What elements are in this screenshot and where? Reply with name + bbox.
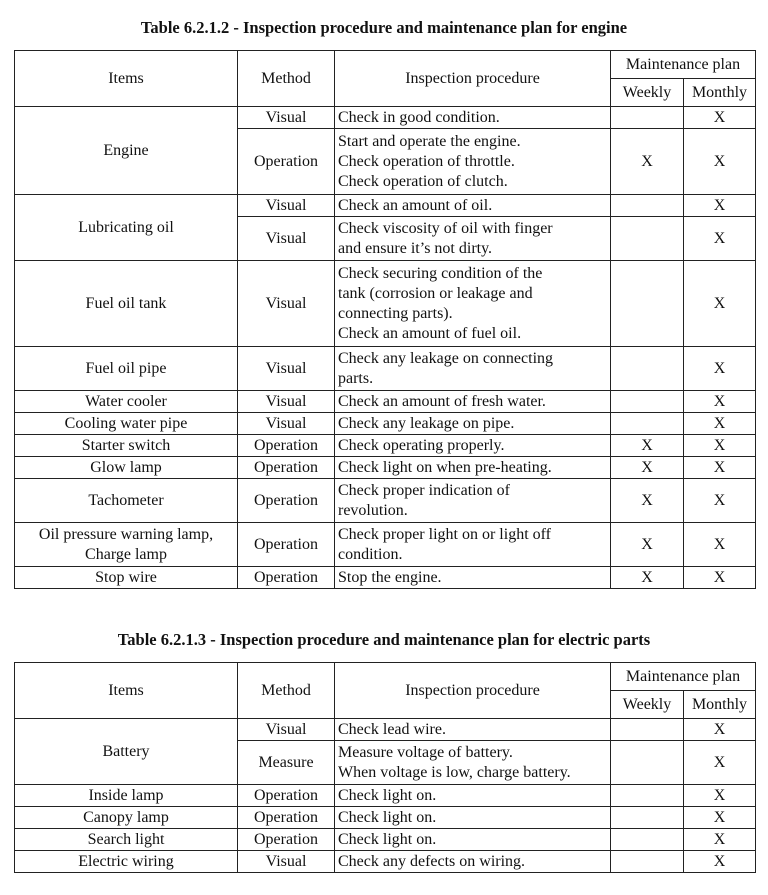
method-cell: Operation (238, 129, 335, 195)
table-row (15, 457, 756, 479)
table-row (15, 195, 756, 217)
table-row (15, 347, 756, 391)
engine-table-body (15, 107, 756, 589)
inspection-procedure-cell: Check proper indication of revolution. (335, 479, 611, 523)
inspection-procedure-cell: Check in good condition. (335, 107, 611, 129)
inspection-procedure-cell: Check securing condition of the tank (corrosion or leakage and connecting parts). Check an amount of fuel oil. (335, 261, 611, 347)
weekly-mark (611, 413, 684, 435)
table-row (15, 391, 756, 413)
method-cell: Visual (238, 261, 335, 347)
weekly-mark (611, 741, 684, 785)
weekly-mark (611, 829, 684, 851)
weekly-mark: X (611, 129, 684, 195)
monthly-mark: X (684, 261, 756, 347)
inspection-procedure-cell: Check light on. (335, 829, 611, 851)
table-row (15, 107, 756, 129)
header-method: Method (238, 51, 335, 107)
monthly-mark: X (684, 719, 756, 741)
method-cell: Visual (238, 851, 335, 873)
table-row (15, 785, 756, 807)
monthly-mark: X (684, 851, 756, 873)
weekly-mark (611, 719, 684, 741)
item-cell: Canopy lamp (15, 807, 238, 829)
method-cell: Operation (238, 457, 335, 479)
inspection-procedure-cell: Check an amount of fresh water. (335, 391, 611, 413)
inspection-procedure-cell: Check any defects on wiring. (335, 851, 611, 873)
table-row (15, 261, 756, 347)
monthly-mark: X (684, 457, 756, 479)
electric-table-body (15, 719, 756, 873)
inspection-procedure-cell: Check light on when pre-heating. (335, 457, 611, 479)
item-cell: Fuel oil tank (15, 261, 238, 347)
monthly-mark: X (684, 435, 756, 457)
weekly-mark (611, 107, 684, 129)
method-cell: Operation (238, 829, 335, 851)
weekly-mark (611, 391, 684, 413)
inspection-procedure-cell: Stop the engine. (335, 567, 611, 589)
inspection-procedure-cell: Start and operate the engine. Check operation of throttle. Check operation of clutch. (335, 129, 611, 195)
monthly-mark: X (684, 107, 756, 129)
inspection-procedure-cell: Check light on. (335, 785, 611, 807)
item-cell: Inside lamp (15, 785, 238, 807)
table-row (15, 567, 756, 589)
method-cell: Operation (238, 785, 335, 807)
method-cell: Visual (238, 195, 335, 217)
weekly-mark: X (611, 567, 684, 589)
weekly-mark (611, 347, 684, 391)
monthly-mark: X (684, 129, 756, 195)
engine-inspection-table (14, 50, 756, 589)
monthly-mark: X (684, 807, 756, 829)
item-cell: Battery (15, 719, 238, 785)
header-maintenance-plan: Maintenance plan (611, 51, 756, 79)
item-cell: Cooling water pipe (15, 413, 238, 435)
monthly-mark: X (684, 829, 756, 851)
inspection-procedure-cell: Measure voltage of battery. When voltage is low, charge battery. (335, 741, 611, 785)
monthly-mark: X (684, 347, 756, 391)
item-cell: Search light (15, 829, 238, 851)
weekly-mark: X (611, 523, 684, 567)
monthly-mark: X (684, 785, 756, 807)
item-cell: Electric wiring (15, 851, 238, 873)
monthly-mark: X (684, 479, 756, 523)
method-cell: Visual (238, 107, 335, 129)
header-items: Items (15, 663, 238, 719)
header-weekly: Weekly (611, 691, 684, 719)
inspection-procedure-cell: Check operating properly. (335, 435, 611, 457)
item-cell: Engine (15, 107, 238, 195)
table-row (15, 413, 756, 435)
method-cell: Operation (238, 567, 335, 589)
method-cell: Operation (238, 479, 335, 523)
monthly-mark: X (684, 413, 756, 435)
method-cell: Operation (238, 435, 335, 457)
table-row (15, 719, 756, 741)
inspection-procedure-cell: Check an amount of oil. (335, 195, 611, 217)
item-cell: Water cooler (15, 391, 238, 413)
header-monthly: Monthly (684, 79, 756, 107)
inspection-procedure-cell: Check proper light on or light off condition. (335, 523, 611, 567)
monthly-mark: X (684, 741, 756, 785)
item-cell: Starter switch (15, 435, 238, 457)
inspection-procedure-cell: Check lead wire. (335, 719, 611, 741)
method-cell: Visual (238, 413, 335, 435)
method-cell: Operation (238, 807, 335, 829)
method-cell: Visual (238, 347, 335, 391)
weekly-mark (611, 785, 684, 807)
header-method: Method (238, 663, 335, 719)
method-cell: Visual (238, 391, 335, 413)
item-cell: Glow lamp (15, 457, 238, 479)
header-maintenance-plan: Maintenance plan (611, 663, 756, 691)
header-inspection-procedure: Inspection procedure (335, 51, 611, 107)
method-cell: Visual (238, 719, 335, 741)
inspection-procedure-cell: Check light on. (335, 807, 611, 829)
table-row (15, 523, 756, 567)
table-row (15, 851, 756, 873)
weekly-mark (611, 217, 684, 261)
header-inspection-procedure: Inspection procedure (335, 663, 611, 719)
table-row (15, 829, 756, 851)
monthly-mark: X (684, 523, 756, 567)
header-items: Items (15, 51, 238, 107)
weekly-mark (611, 851, 684, 873)
item-cell: Tachometer (15, 479, 238, 523)
method-cell: Operation (238, 523, 335, 567)
weekly-mark: X (611, 435, 684, 457)
monthly-mark: X (684, 567, 756, 589)
item-cell: Oil pressure warning lamp, Charge lamp (15, 523, 238, 567)
table-row (15, 435, 756, 457)
electric-parts-inspection-table (14, 662, 756, 873)
inspection-procedure-cell: Check viscosity of oil with finger and ensure it’s not dirty. (335, 217, 611, 261)
weekly-mark (611, 261, 684, 347)
item-cell: Fuel oil pipe (15, 347, 238, 391)
inspection-procedure-cell: Check any leakage on connecting parts. (335, 347, 611, 391)
weekly-mark (611, 807, 684, 829)
method-cell: Visual (238, 217, 335, 261)
weekly-mark (611, 195, 684, 217)
item-cell: Stop wire (15, 567, 238, 589)
monthly-mark: X (684, 195, 756, 217)
item-cell: Lubricating oil (15, 195, 238, 261)
method-cell: Measure (238, 741, 335, 785)
table-engine-caption: Table 6.2.1.2 - Inspection procedure and maintenance plan for engine (140, 18, 628, 37)
monthly-mark: X (684, 217, 756, 261)
table-row (15, 479, 756, 523)
table-electric-caption: Table 6.2.1.3 - Inspection procedure and maintenance plan for electric parts (117, 630, 651, 649)
inspection-procedure-cell: Check any leakage on pipe. (335, 413, 611, 435)
header-weekly: Weekly (611, 79, 684, 107)
weekly-mark: X (611, 457, 684, 479)
table-row (15, 807, 756, 829)
monthly-mark: X (684, 391, 756, 413)
header-monthly: Monthly (684, 691, 756, 719)
weekly-mark: X (611, 479, 684, 523)
